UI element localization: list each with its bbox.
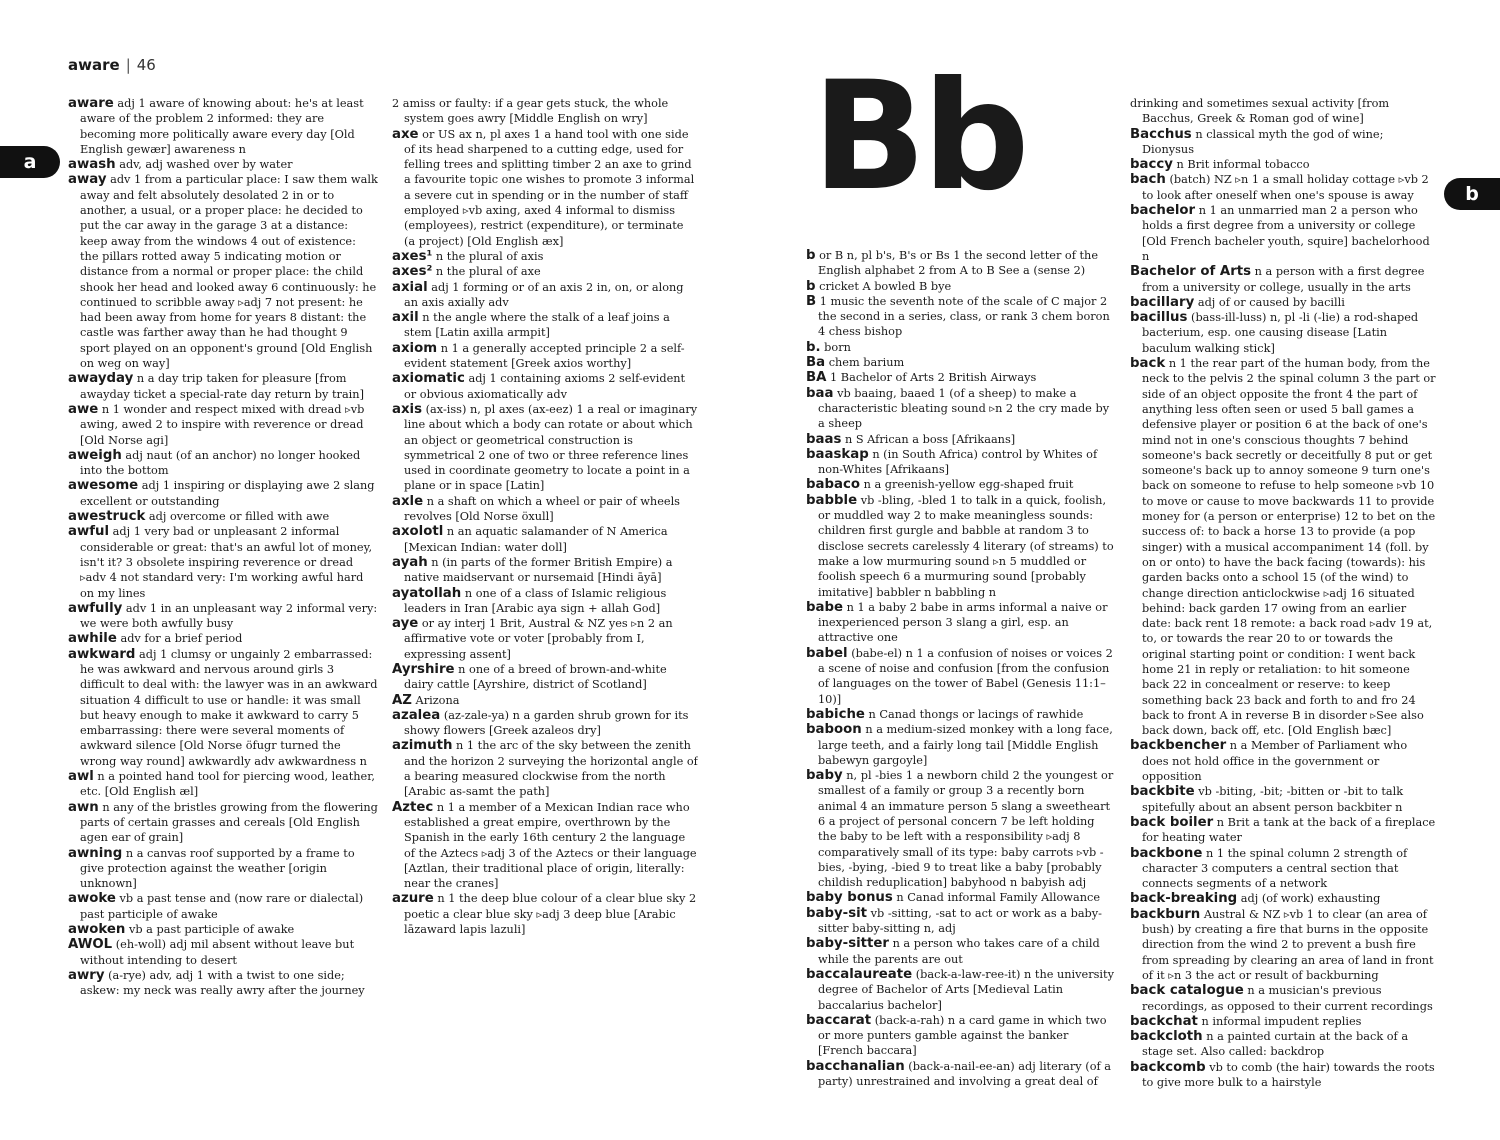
dictionary-entry — [1130, 784, 1436, 815]
entry-headword: backbone — [1130, 845, 1203, 861]
thumb-tab-b: b — [1444, 178, 1500, 210]
entry-definition: n a canvas roof supported by a frame to give protection against the weather [origin unknown] — [80, 846, 355, 891]
entry-definition: drinking and sometimes sexual activity [from Bacchus, Greek & Roman god of wine] — [1130, 97, 1390, 126]
entry-definition: n a day trip taken for pleasure [from awayday ticket a special-rate day return by train] — [80, 372, 364, 401]
entry-headword: backcomb — [1130, 1059, 1206, 1075]
entry-definition: (babe-el) n 1 a confusion of noises or voices 2 a scene of noise and confusion [from the confusion of languages on the tower of Babel (Genesis 11:1–10)] — [818, 646, 1113, 706]
dictionary-entry — [392, 494, 698, 525]
entry-definition: vb -biting, -bit; -bitten or -bit to talk spitefully about an absent person backbiter n — [1142, 785, 1404, 814]
entry-headword: back catalogue — [1130, 983, 1244, 999]
entry-definition: adj of or caused by bacilli — [1197, 295, 1345, 309]
section-letter: Bb — [812, 50, 1026, 224]
entry-headword: baboon — [806, 722, 862, 738]
dictionary-entry — [1130, 983, 1436, 1014]
entry-headword: axes² — [392, 264, 433, 280]
entry-headword: awoke — [68, 891, 116, 907]
entry-headword: bacchanalian — [806, 1058, 905, 1074]
entry-headword: aye — [392, 616, 419, 632]
dictionary-entry — [392, 96, 698, 127]
entry-definition: n a medium-sized monkey with a long face, large teeth, and a fairly long tail [Middle English babewyn gargoyle] — [818, 723, 1113, 767]
entry-headword: backbencher — [1130, 738, 1227, 754]
dictionary-entry — [806, 370, 1114, 385]
entry-definition: adv for a brief period — [120, 632, 243, 646]
entry-headword: ayatollah — [392, 585, 462, 601]
dictionary-entry — [392, 586, 698, 617]
dictionary-entry — [68, 846, 378, 892]
entry-headword: axe — [392, 126, 419, 142]
entry-definition: n 1 wonder and respect mixed with dread ▹vb awing, awed 2 to inspire with reverence or dread [Old Norse agi] — [80, 402, 365, 447]
entry-definition: n one of a class of Islamic religious leaders in Iran [Arabic aya sign + allah God] — [404, 586, 667, 615]
entry-headword: Aztec — [392, 799, 434, 815]
dictionary-entry — [806, 906, 1114, 937]
dictionary-entry — [1130, 310, 1436, 356]
dictionary-entry — [68, 157, 378, 172]
entry-headword: baaskap — [806, 446, 869, 462]
entry-headword: awkward — [68, 646, 136, 662]
entry-headword: awoken — [68, 922, 126, 938]
dictionary-entry — [392, 738, 698, 799]
entry-headword: baby-sitter — [806, 936, 889, 952]
dictionary-entry — [806, 1059, 1114, 1090]
entry-headword: axiom — [392, 340, 438, 356]
entry-headword: b — [806, 248, 816, 263]
entry-headword: back-breaking — [1130, 891, 1238, 907]
dictionary-entry — [68, 968, 378, 999]
entry-definition: chem barium — [828, 356, 905, 370]
dictionary-entry — [1130, 815, 1436, 846]
entry-headword: awash — [68, 157, 116, 173]
dictionary-entry — [392, 524, 698, 555]
entry-definition: n 1 a member of a Mexican Indian race who established a great empire, overthrown by the Spanish in the early 16th century 2 the language of the Aztecs ▹adj 3 of the Aztecs or their language [Aztlan, their traditional place of origin, literally: near the cranes] — [404, 800, 697, 891]
entry-headword: axiomatic — [392, 371, 465, 387]
dictionary-entry — [1130, 1060, 1436, 1091]
entry-definition: adj 1 forming or of an axis 2 in, on, or along an axis axially adv — [404, 280, 684, 309]
dictionary-entry — [806, 1013, 1114, 1059]
entry-definition: (eh-woll) adj mil absent without leave but without intending to desert — [80, 938, 355, 967]
running-head: aware | 46 — [68, 56, 156, 74]
dictionary-entry — [68, 96, 378, 157]
entry-headword: baby-sit — [806, 905, 868, 921]
dictionary-entry — [392, 371, 698, 402]
entry-definition: (bass-ill-luss) n, pl -li (-lie) a rod-shaped bacterium, esp. one causing disease [Latin baculum walking stick] — [1142, 311, 1419, 355]
entry-headword: babiche — [806, 706, 865, 722]
entry-definition: vb a past tense and (now rare or dialectal) past participle of awake — [80, 892, 364, 921]
entry-definition: (back-a-nail-ee-an) adj literary (of a party) unrestrained and involving a great deal of — [818, 1059, 1112, 1089]
entry-headword: axle — [392, 493, 424, 509]
entry-definition: n a greenish-yellow egg-shaped fruit — [863, 478, 1074, 492]
entry-definition: n classical myth the god of wine; Dionysus — [1142, 127, 1384, 156]
dictionary-entry — [392, 555, 698, 586]
dictionary-entry — [392, 708, 698, 739]
entry-headword: back — [1130, 356, 1166, 372]
dictionary-entry — [806, 294, 1114, 340]
entry-definition: born — [824, 340, 851, 354]
entry-definition: vb to comb (the hair) towards the roots to give more bulk to a hairstyle — [1142, 1060, 1435, 1089]
entry-definition: n Brit informal tobacco — [1176, 158, 1310, 172]
dictionary-entry — [68, 402, 378, 448]
entry-headword: axis — [392, 401, 423, 417]
entry-definition: adv 1 from a particular place: I saw them walk away and felt absolutely desolated 2 in or to another, a usual, or a proper place: he decided to put the car away in the garage 3 at a distance: keep away from the windows 4 out of existence: the pillars rotted away 5 indicating motion or distance from a normal or proper place: the child shook her head and looked away 6 continuously: he continued to scribble away ▹adj 7 not present: he had been away from home for years 8 distant: the castle was farther away than he had thought 9 sport played on an opponent's ground [Old English on weg on way] — [80, 173, 378, 371]
entry-headword: baccalaureate — [806, 966, 913, 982]
entry-definition: vb -sitting, -sat to act or work as a baby-sitter baby-sitting n, adj — [818, 906, 1102, 936]
entry-headword: awe — [68, 401, 99, 417]
entry-definition: adj 1 containing axioms 2 self-evident or obvious axiomatically adv — [404, 372, 686, 401]
entry-headword: azure — [392, 891, 434, 907]
entry-definition: n 1 a generally accepted principle 2 a self-evident statement [Greek axios worthy] — [404, 341, 685, 371]
entry-headword: Ayrshire — [392, 661, 455, 677]
dictionary-entry — [806, 707, 1114, 722]
entry-headword: AWOL — [68, 937, 113, 953]
entry-definition: (back-a-law-ree-it) n the university degree of Bachelor of Arts [Medieval Latin baccalarius bachelor] — [818, 967, 1114, 1012]
entry-headword: baccarat — [806, 1012, 872, 1028]
entry-headword: baby bonus — [806, 890, 893, 906]
entry-definition: n 1 an unmarried man 2 a person who holds a first degree from a university or college [Old French bacheler youth, squire] bachelorhood n — [1142, 204, 1430, 263]
entry-headword: bach — [1130, 172, 1166, 188]
entry-headword: baas — [806, 431, 842, 447]
dictionary-entry — [392, 616, 698, 662]
entry-definition: 1 Bachelor of Arts 2 British Airways — [830, 371, 1037, 385]
entry-headword: awful — [68, 524, 110, 540]
dictionary-entry — [1130, 127, 1436, 158]
entry-headword: aware — [68, 96, 114, 111]
dictionary-entry — [392, 402, 698, 494]
dictionary-entry — [68, 937, 378, 968]
dictionary-entry — [806, 722, 1114, 768]
entry-headword: bacillary — [1130, 294, 1195, 310]
entry-definition: n S African a boss [Afrikaans] — [844, 432, 1016, 446]
entry-definition: n Canad thongs or lacings of rawhide — [868, 707, 1084, 721]
dictionary-entry — [68, 891, 378, 922]
entry-definition: adj (of work) exhausting — [1240, 892, 1381, 906]
entry-headword: bachelor — [1130, 203, 1196, 219]
dictionary-entry — [392, 693, 698, 708]
dictionary-entry — [68, 371, 378, 402]
entry-definition: n Canad informal Family Allowance — [896, 891, 1101, 905]
entry-headword: ayah — [392, 554, 428, 570]
entry-headword: azimuth — [392, 738, 453, 754]
dictionary-entry — [1130, 891, 1436, 906]
entry-definition: n 1 the deep blue colour of a clear blue sky 2 poetic a clear blue sky ▹adj 3 deep blue [Arabic lāzaward lapis lazuli] — [404, 892, 697, 937]
entry-headword: babel — [806, 645, 848, 661]
dictionary-entry — [806, 768, 1114, 890]
entry-definition: or US ax n, pl axes 1 a hand tool with one side of its head sharpened to a cutting edge, used for felling trees and splitting timber 2 an axe to grind a favourite topic one wishes to promote 3 informal a severe cut in spending or in the number of staff employed ▹vb axing, axed 4 informal to dismiss (employees), restrict (expenditure), or terminate (a project) [Old English æx] — [404, 127, 695, 248]
dictionary-entry — [392, 662, 698, 693]
entry-definition: cricket A bowled B bye — [819, 279, 952, 293]
entry-headword: awayday — [68, 371, 134, 387]
entry-headword: Bacchus — [1130, 126, 1192, 142]
entry-definition: n a shaft on which a wheel or pair of wheels revolves [Old Norse öxull] — [404, 494, 680, 524]
entry-headword: awl — [68, 769, 94, 785]
entry-definition: Austral & NZ ▹vb 1 to clear (an area of bush) by creating a fire that burns in the opposite direction from the wind 2 to prevent a bush fire from spreading by clearing an area of land in front of it ▹n 3 the act or result of backburning — [1142, 907, 1434, 982]
entry-definition: (ax-iss) n, pl axes (ax-eez) 1 a real or imaginary line about which a body can rotate or about which an object or geometrical construction is symmetrical 2 one of two or three reference lines used in coordinate geometry to locate a point in a plane or in space [Latin] — [404, 402, 698, 493]
entry-headword: babble — [806, 492, 858, 508]
entry-definition: or B n, pl b's, B's or Bs 1 the second letter of the English alphabet 2 from A to B See a (sense 2) — [818, 249, 1099, 278]
entry-headword: awn — [68, 799, 99, 815]
entry-headword: axial — [392, 279, 428, 295]
entry-headword: Bachelor of Arts — [1130, 264, 1252, 280]
dictionary-entry — [68, 769, 378, 800]
entry-headword: BA — [806, 370, 827, 386]
entry-definition: n a person who takes care of a child while the parents are out — [818, 937, 1100, 966]
entry-definition: n 1 the rear part of the human body, from the neck to the pelvis 2 the spinal column 3 the part or side of an object opposite the front 4 the part of anything less often seen or used 5 ball games a defensive player or position 6 at the back of one's mind not in one's conscious thoughts 7 behind someone's back secretly or deceitfully 8 put or get someone's back up to annoy someone 9 turn one's back on someone to refuse to help someone ▹vb 10 to move or cause to move backwards 11 to provide money for (a person or enterprise) 12 to bet on the success of: to back a horse 13 to provide (a pop singer) with a musical accompaniment 14 (foll. by on or onto) to have the back facing (towards): his garden backs onto a school 15 (of the wind) to change direction anticlockwise ▹adj 16 situated behind: back garden 17 owing from an earlier date: back rent 18 remote: a back road ▹adv 19 at, to, or towards the rear 20 to or towards the original starting point or condition: I went back home 21 in reply or retaliation: to hit someone back 22 in concealment or reserve: to keep something back 23 back and forth to and fro 24 back to front A in reverse B in disorder ▹See also back down, back off, etc. [Old English bæc] — [1142, 357, 1436, 738]
entry-headword: axolotl — [392, 524, 444, 540]
entry-definition: n one of a breed of brown-and-white dairy cattle [Ayrshire, district of Scotland] — [404, 662, 667, 692]
entry-definition: adj 1 aware of knowing about: he's at least aware of the problem 2 informed: they are becoming more politically aware every day [Old English gewær] awareness n — [80, 97, 364, 156]
dictionary-entry — [392, 249, 698, 264]
dictionary-entry — [1130, 264, 1436, 295]
dictionary-entry — [1130, 356, 1436, 738]
running-head-word: aware — [68, 56, 120, 74]
entry-headword: baa — [806, 385, 834, 401]
dictionary-entry — [1130, 1029, 1436, 1060]
dictionary-entry — [68, 631, 378, 646]
dictionary-entry — [1130, 907, 1436, 983]
dictionary-entry — [806, 967, 1114, 1013]
dictionary-entry — [806, 248, 1114, 279]
dictionary-entry — [68, 647, 378, 769]
entry-headword: AZ — [392, 692, 412, 708]
entry-definition: or ay interj 1 Brit, Austral & NZ yes ▹n 2 an affirmative vote or voter [probably from I, expressing assent] — [404, 617, 673, 661]
entry-headword: backchat — [1130, 1013, 1198, 1029]
entry-definition: n an aquatic salamander of N America [Mexican Indian: water doll] — [404, 525, 668, 554]
entry-definition: n (in parts of the former British Empire) a native maidservant or nursemaid [Hindi āyā] — [404, 555, 673, 585]
dictionary-column-2 — [392, 96, 698, 937]
entry-definition: n a Member of Parliament who does not hold office in the government or opposition — [1142, 739, 1408, 784]
page-number: 46 — [136, 56, 156, 74]
entry-headword: baby — [806, 768, 843, 784]
entry-definition: adv, adj washed over by water — [119, 158, 293, 172]
entry-definition: adj 1 inspiring or displaying awe 2 slang excellent or outstanding — [80, 479, 375, 508]
dictionary-entry — [806, 355, 1114, 370]
entry-definition: (back-a-rah) n a card game in which two or more punters gamble against the banker [French baccara] — [818, 1013, 1107, 1058]
dictionary-entry — [1130, 738, 1436, 784]
entry-definition: 1 music the seventh note of the scale of C major 2 the second in a series, class, or rank 3 chem boron 4 chess bishop — [818, 294, 1110, 339]
entry-headword: axes¹ — [392, 248, 433, 264]
entry-definition: n the angle where the stalk of a leaf joins a stem [Latin axilla armpit] — [404, 311, 670, 340]
dictionary-entry — [1130, 157, 1436, 172]
dictionary-entry — [392, 310, 698, 341]
entry-headword: Ba — [806, 355, 826, 371]
entry-headword: away — [68, 172, 107, 188]
dictionary-entry — [806, 936, 1114, 967]
entry-definition: adj naut (of an anchor) no longer hooked into the bottom — [80, 448, 361, 478]
dictionary-entry — [68, 800, 378, 846]
entry-definition: adj 1 very bad or unpleasant 2 informal considerable or great: that's an awful lot of money, isn't it? 3 obsolete inspiring reverence or dread ▹adv 4 not standard very: I'm working awful hard on my lines — [80, 525, 373, 600]
entry-headword: back boiler — [1130, 814, 1214, 830]
dictionary-entry — [1130, 1014, 1436, 1029]
dictionary-entry — [1130, 295, 1436, 310]
dictionary-entry — [68, 172, 378, 371]
dictionary-entry — [806, 432, 1114, 447]
entry-headword: awry — [68, 967, 105, 983]
entry-headword: awfully — [68, 600, 123, 616]
entry-headword: babaco — [806, 477, 860, 493]
entry-definition: adv 1 in an unpleasant way 2 informal very: we were both awfully busy — [80, 601, 378, 631]
entry-headword: awning — [68, 845, 123, 861]
entry-headword: b — [806, 278, 816, 294]
thumb-tab-a: a — [0, 146, 60, 178]
entry-headword: B — [806, 293, 817, 309]
dictionary-entry — [392, 800, 698, 892]
entry-headword: azalea — [392, 707, 441, 723]
entry-headword: b. — [806, 339, 821, 355]
entry-definition: n 1 a baby 2 babe in arms informal a naive or inexperienced person 3 slang a girl, esp. an attractive one — [818, 600, 1108, 645]
dictionary-entry — [68, 524, 378, 600]
dictionary-entry — [806, 646, 1114, 707]
dictionary-entry — [392, 264, 698, 279]
entry-headword: backburn — [1130, 906, 1201, 922]
dictionary-entry — [392, 341, 698, 372]
dictionary-entry — [806, 447, 1114, 478]
entry-headword: babe — [806, 599, 844, 615]
dictionary-entry — [806, 477, 1114, 492]
dictionary-column-1 — [68, 96, 378, 999]
entry-definition: 2 amiss or faulty: if a gear gets stuck, the whole system goes awry [Middle English on wry] — [392, 97, 669, 126]
entry-headword: aweigh — [68, 447, 122, 463]
entry-definition: n (in South Africa) control by Whites of non-Whites [Afrikaans] — [818, 447, 1098, 477]
dictionary-entry — [806, 340, 1114, 355]
dictionary-entry — [68, 601, 378, 632]
entry-definition: (a-rye) adv, adj 1 with a twist to one side; askew: my neck was really awry after the journey — [80, 968, 365, 998]
dictionary-entry — [806, 890, 1114, 905]
entry-headword: axil — [392, 310, 419, 326]
entry-definition: n a person with a first degree from a university or college, usually in the arts — [1142, 265, 1425, 294]
dictionary-entry — [1130, 846, 1436, 892]
entry-headword: backbite — [1130, 784, 1195, 800]
dictionary-entry — [392, 891, 698, 937]
dictionary-entry — [1130, 203, 1436, 264]
entry-definition: n Brit a tank at the back of a fireplace for heating water — [1142, 815, 1436, 845]
dictionary-column-3 — [806, 248, 1114, 1089]
entry-definition: adj 1 clumsy or ungainly 2 embarrassed: he was awkward and nervous around girls 3 difficult to deal with: the lawyer was in an awkward situation 4 difficult to use or handle: it was small but heavy enough to make it awkward to carry 5 embarrassing: there were several moments of awkward silence [Old Norse öfugr turned the wrong way round] awkwardly adv awkwardness n — [80, 647, 378, 768]
entry-definition: (batch) NZ ▹n 1 a small holiday cottage ▹vb 2 to look after oneself when one's spouse is away — [1142, 173, 1429, 202]
dictionary-entry — [68, 922, 378, 937]
dictionary-entry — [1130, 172, 1436, 203]
entry-definition: adj overcome or filled with awe — [148, 510, 330, 524]
entry-definition: n 1 the spinal column 2 strength of character 3 computers a central section that connects segments of a network — [1142, 846, 1408, 891]
entry-definition: vb baaing, baaed 1 (of a sheep) to make a characteristic bleating sound ▹n 2 the cry made by a sheep — [818, 386, 1110, 431]
dictionary-entry — [392, 127, 698, 249]
entry-headword: baccy — [1130, 157, 1173, 173]
entry-definition: vb -bling, -bled 1 to talk in a quick, foolish, or muddled way 2 to make meaningless sounds: children first gurgle and babble at random 3 to disclose secrets carelessly 4 literary (of streams) to make a low murmuring sound ▹n 5 muddled or foolish speech 6 a murmuring sound [probably imitative] babbler n babbling n — [818, 493, 1114, 599]
dictionary-entry — [1130, 96, 1436, 127]
entry-definition: n 1 the arc of the sky between the zenith and the horizon 2 surveying the horizontal angle of a bearing measured clockwise from the north [Arabic as-samt the path] — [404, 739, 698, 799]
entry-definition: n any of the bristles growing from the flowering parts of certain grasses and cereals [Old English agen ear of grain] — [80, 800, 378, 845]
entry-definition: n the plural of axe — [435, 265, 541, 279]
dictionary-entry — [806, 279, 1114, 294]
entry-definition: n a painted curtain at the back of a stage set. Also called: backdrop — [1142, 1030, 1409, 1059]
entry-headword: backcloth — [1130, 1029, 1203, 1045]
entry-definition: (az-zale-ya) n a garden shrub grown for its showy flowers [Greek azaleos dry] — [404, 708, 689, 738]
dictionary-entry — [68, 448, 378, 479]
entry-headword: awestruck — [68, 509, 146, 525]
dictionary-entry — [806, 600, 1114, 646]
entry-headword: bacillus — [1130, 310, 1188, 326]
entry-definition: n the plural of axis — [435, 249, 544, 263]
dictionary-entry — [806, 386, 1114, 432]
dictionary-entry — [68, 509, 378, 524]
entry-definition: n a musician's previous recordings, as opposed to their current recordings — [1142, 984, 1433, 1013]
dictionary-entry — [68, 478, 378, 509]
dictionary-entry — [392, 280, 698, 311]
entry-definition: n a pointed hand tool for piercing wood, leather, etc. [Old English æl] — [80, 770, 375, 799]
entry-headword: awhile — [68, 631, 117, 647]
entry-headword: awesome — [68, 478, 139, 494]
entry-definition: Arizona — [415, 693, 460, 707]
entry-definition: vb a past participle of awake — [128, 923, 295, 937]
dictionary-entry — [806, 493, 1114, 600]
entry-definition: n, pl -bies 1 a newborn child 2 the youngest or smallest of a family or group 3 a recently born animal 4 an immature person 5 slang a sweetheart 6 a project of personal concern 7 be left holding the baby to be left with a responsibility ▹adj 8 comparatively small of its type: baby carrots ▹vb -bies, -bying, -bied 9 to treat like a baby [probably childish reduplication] babyhood n babyish adj — [818, 769, 1114, 890]
entry-definition: n informal impudent replies — [1201, 1014, 1362, 1028]
dictionary-column-4 — [1130, 96, 1436, 1090]
